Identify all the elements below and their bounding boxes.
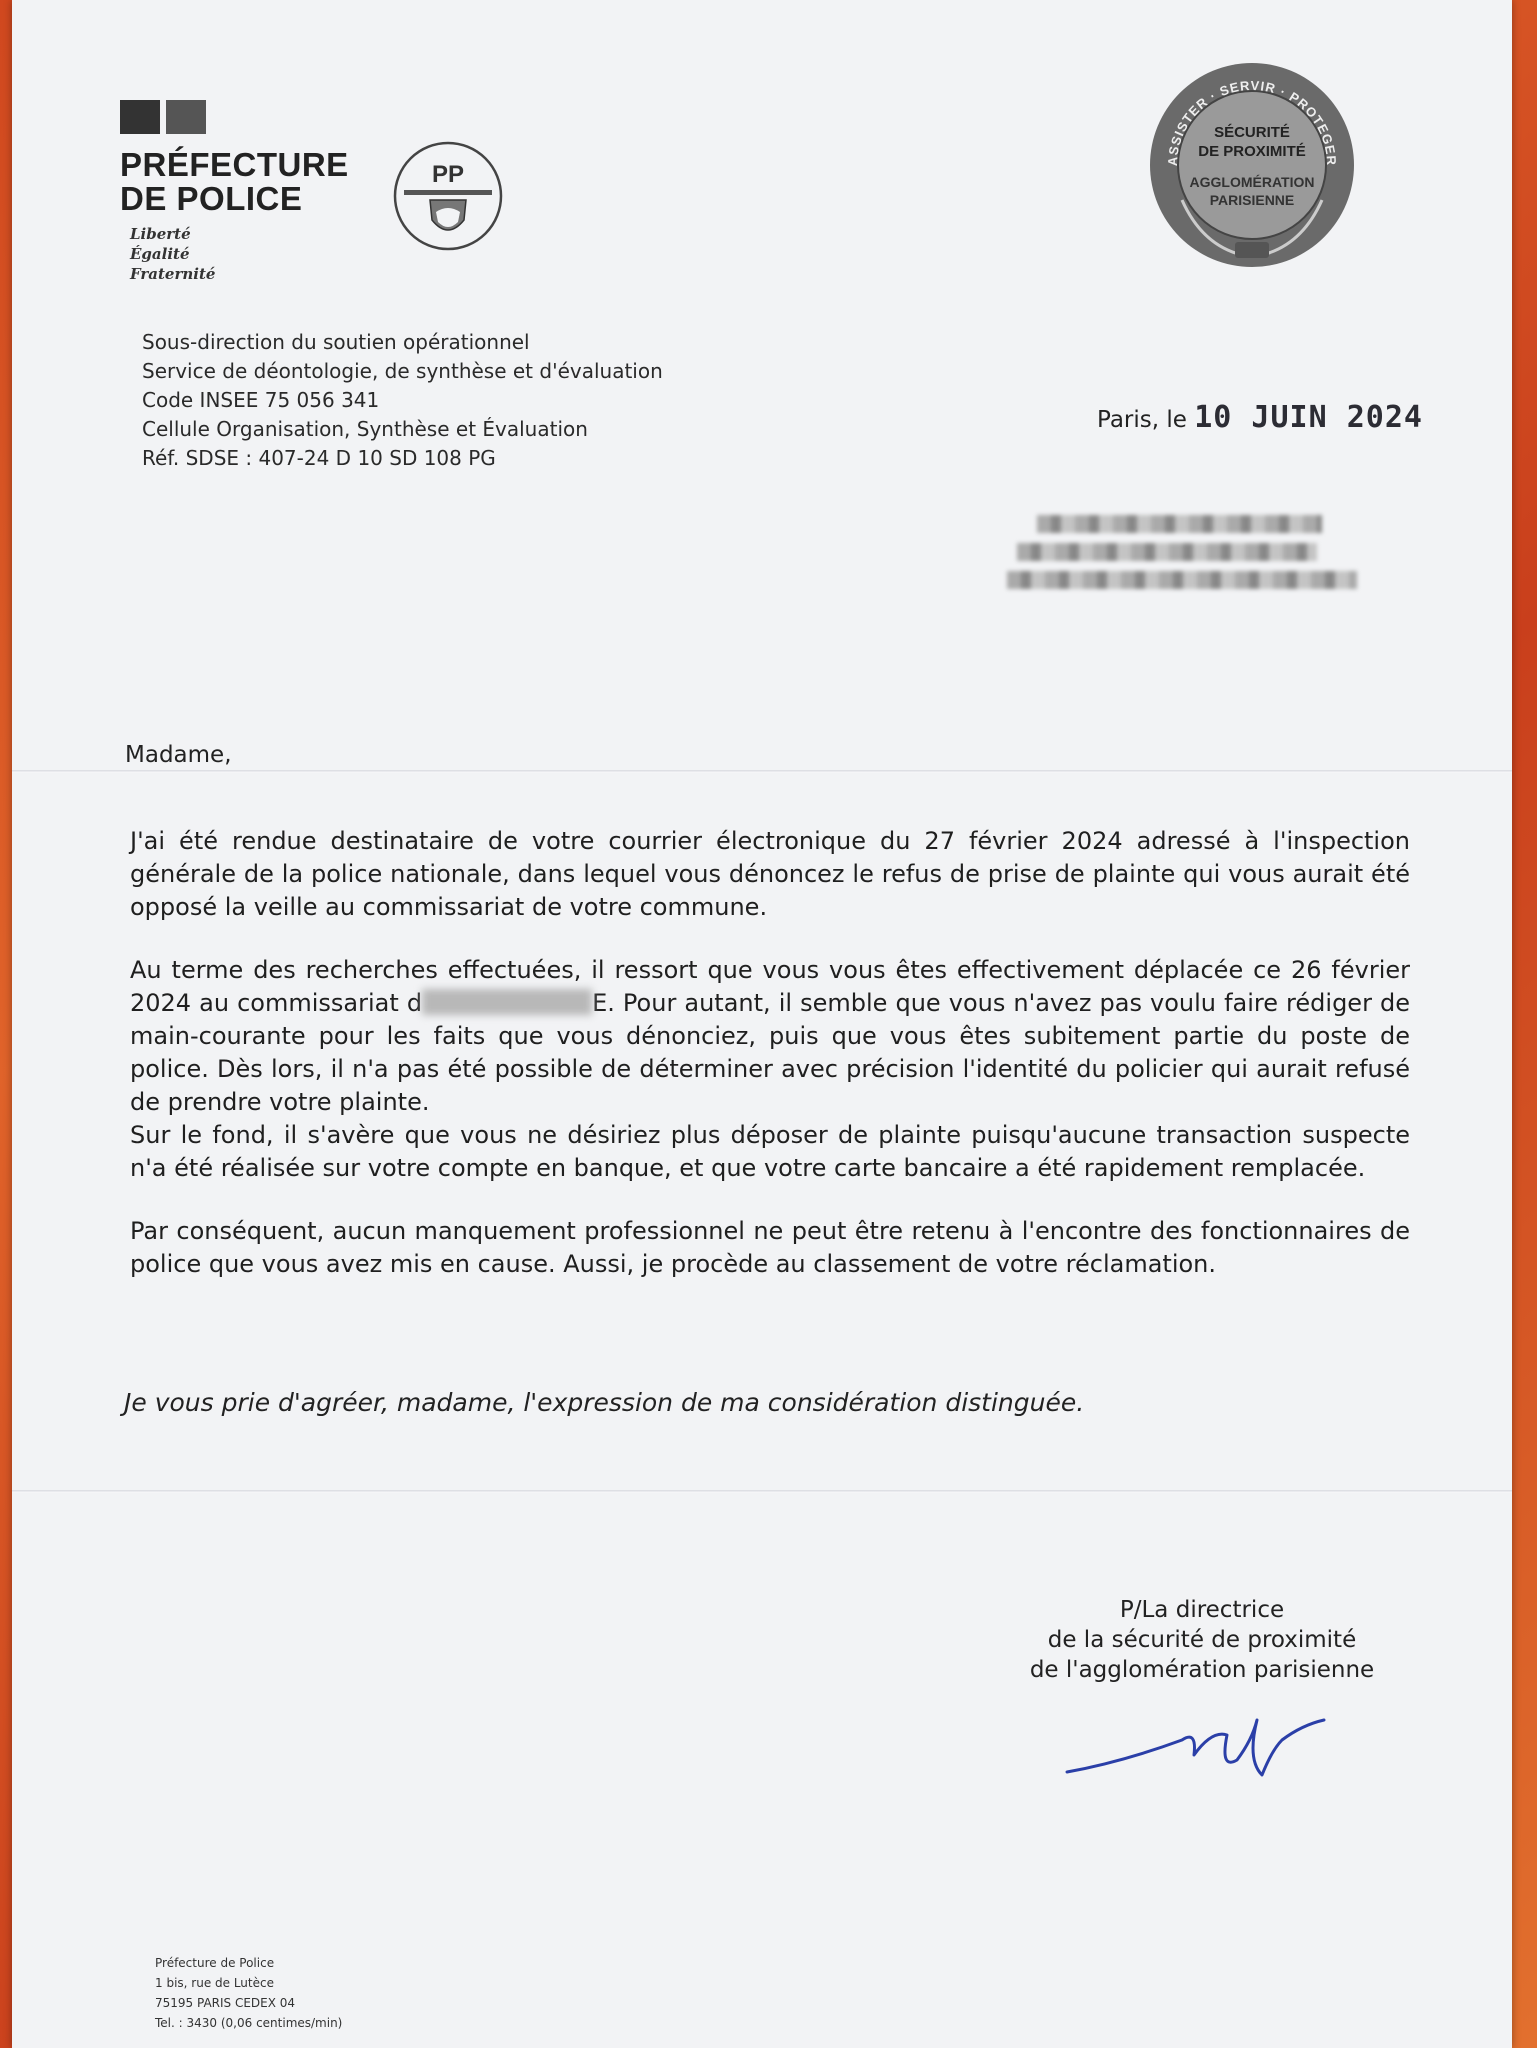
republic-motto: Liberté Égalité Fraternité: [130, 225, 216, 283]
signatory: P/La directrice de la sécurité de proximité de l'agglomération parisienne: [1029, 1597, 1375, 1683]
proximity-security-seal: [1147, 60, 1357, 274]
pp-emblem-icon: [392, 140, 504, 256]
date-stamp: 10 JUIN 2024: [1194, 400, 1423, 435]
svg-text:PARISIENNE: PARISIENNE: [1209, 192, 1295, 208]
prefecture-logo: [120, 100, 349, 284]
svg-text:SÉCURITÉ: SÉCURITÉ: [1214, 124, 1290, 141]
marianne-icon: [120, 100, 210, 136]
closing-formula: Je vous prie d'agréer, madame, l'expression de ma considération distinguée.: [124, 1388, 1085, 1417]
recipient-address-redacted: [1007, 515, 1362, 599]
paragraph: Sur le fond, il s'avère que vous ne désiriez plus déposer de plainte puisqu'aucune transaction suspecte n'a été réalisée sur votre compte en banque, et que votre carte bancaire a été rapidement remplacée.: [130, 1121, 1410, 1182]
redacted-location: [422, 989, 592, 1015]
service-block: Sous-direction du soutien opérationnel Service de déontologie, de synthèse et d'évaluation Code INSEE 75 056 341 Cellule Organisation, Synthèse et Évaluation Réf. SDSE : 407-24 D 10 SD 108 PG: [142, 330, 663, 470]
letter-paper: [12, 0, 1512, 2048]
pp-emblem-text: PP: [431, 161, 465, 188]
fold-line: [12, 1490, 1512, 1493]
prefecture-title: PRÉFECTURE DE POLICE: [120, 146, 349, 217]
fold-line: [12, 770, 1512, 773]
letter-date: Paris, le 10 JUIN 2024: [1097, 400, 1423, 435]
paragraph: Au terme des recherches effectuées, il ressort que vous vous êtes effectivement déplacée ce 26 février 2024 au commissariat d E. Pour autant, il semble que vous n'avez pas voulu faire rédiger de main-courante pour les faits que vous dénonciez, puis que vous êtes subitement partie du poste de police. Dès lors, il n'a pas été possible de déterminer avec précision l'identité du policier qui aurait refusé de prendre votre plainte.: [130, 956, 1410, 1116]
svg-text:AGGLOMÉRATION: AGGLOMÉRATION: [1189, 174, 1315, 190]
svg-text:DE PROXIMITÉ: DE PROXIMITÉ: [1198, 143, 1306, 160]
letter-body: [130, 825, 1410, 1311]
seal-ring-text: ASSISTER · SERVIR · PROTEGER: [1164, 77, 1340, 167]
paragraph: J'ai été rendue destinataire de votre courrier électronique du 27 février 2024 adressé à l'inspection générale de la police nationale, dans lequel vous dénoncez le refus de prise de plainte qui vous aurait été opposé la veille au commissariat de votre commune.: [130, 827, 1410, 921]
handwritten-signature: [1062, 1700, 1332, 1794]
salutation: Madame,: [125, 742, 232, 768]
footer-address: Préfecture de Police 1 bis, rue de Lutèce 75195 PARIS CEDEX 04 Tel. : 3430 (0,06 centimes/min): [155, 1956, 343, 2030]
paragraph: Par conséquent, aucun manquement professionnel ne peut être retenu à l'encontre des fonctionnaires de police que vous avez mis en cause. Aussi, je procède au classement de votre réclamation.: [130, 1217, 1410, 1278]
